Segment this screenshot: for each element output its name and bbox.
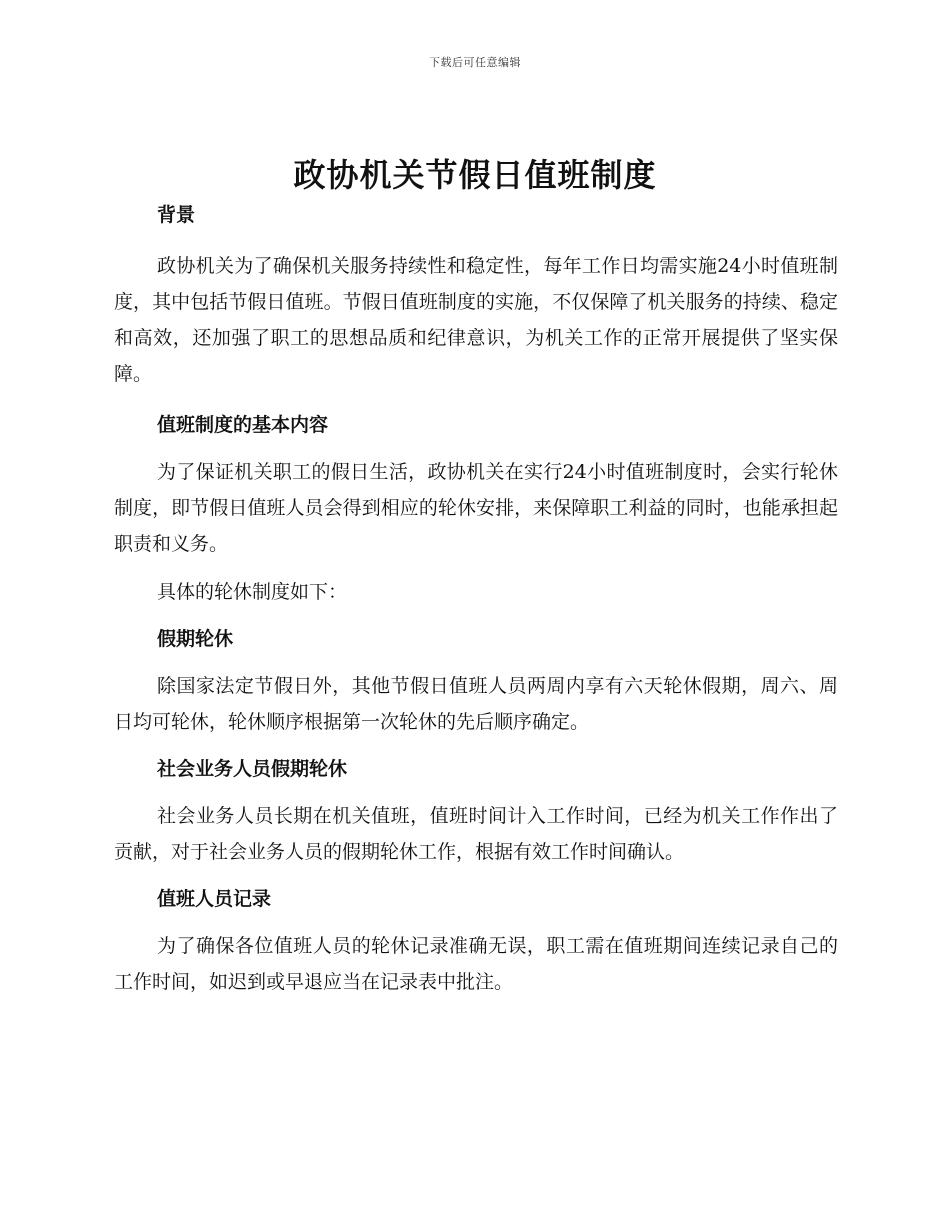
section-heading: 值班人员记录 bbox=[157, 888, 272, 910]
section-heading: 背景 bbox=[157, 204, 196, 226]
document-body bbox=[114, 198, 838, 1000]
section-heading: 社会业务人员假期轮休 bbox=[157, 758, 348, 780]
section-background bbox=[114, 198, 838, 392]
section-paragraph: 具体的轮休制度如下： bbox=[157, 581, 348, 603]
section-paragraph: 政协机关为了确保机关服务持续性和稳定性，每年工作日均需实施24小时值班制度，其中包括节假日值班。节假日值班制度的实施，不仅保障了机关服务的持续、稳定和高效，还加强了职工的思想品质和纪律意识，为机关工作的正常开展提供了坚实保障。 bbox=[114, 255, 838, 385]
section-paragraph: 为了保证机关职工的假日生活，政协机关在实行24小时值班制度时，会实行轮休制度，即节假日值班人员会得到相应的轮休安排，来保障职工利益的同时，也能承担起职责和义务。 bbox=[114, 461, 838, 555]
section-paragraph: 除国家法定节假日外，其他节假日值班人员两周内享有六天轮休假期，周六、周日均可轮休，轮休顺序根据第一次轮休的先后顺序确定。 bbox=[114, 675, 838, 733]
section-heading: 值班制度的基本内容 bbox=[157, 414, 329, 436]
header-note: 下载后可任意编辑 bbox=[429, 56, 521, 69]
section-heading: 假期轮休 bbox=[157, 628, 234, 650]
section-paragraph: 为了确保各位值班人员的轮休记录准确无误，职工需在值班期间连续记录自己的工作时间，如迟到或早退应当在记录表中批注。 bbox=[114, 935, 838, 993]
section-basic-content bbox=[114, 408, 838, 610]
section-paragraph: 社会业务人员长期在机关值班，值班时间计入工作时间，已经为机关工作作出了贡献，对于社会业务人员的假期轮休工作，根据有效工作时间确认。 bbox=[114, 805, 838, 863]
document-title: 政协机关节假日值班制度 bbox=[293, 156, 657, 194]
section-social-staff-rotation bbox=[114, 752, 838, 870]
section-duty-records bbox=[114, 882, 838, 1000]
section-holiday-rotation bbox=[114, 622, 838, 740]
